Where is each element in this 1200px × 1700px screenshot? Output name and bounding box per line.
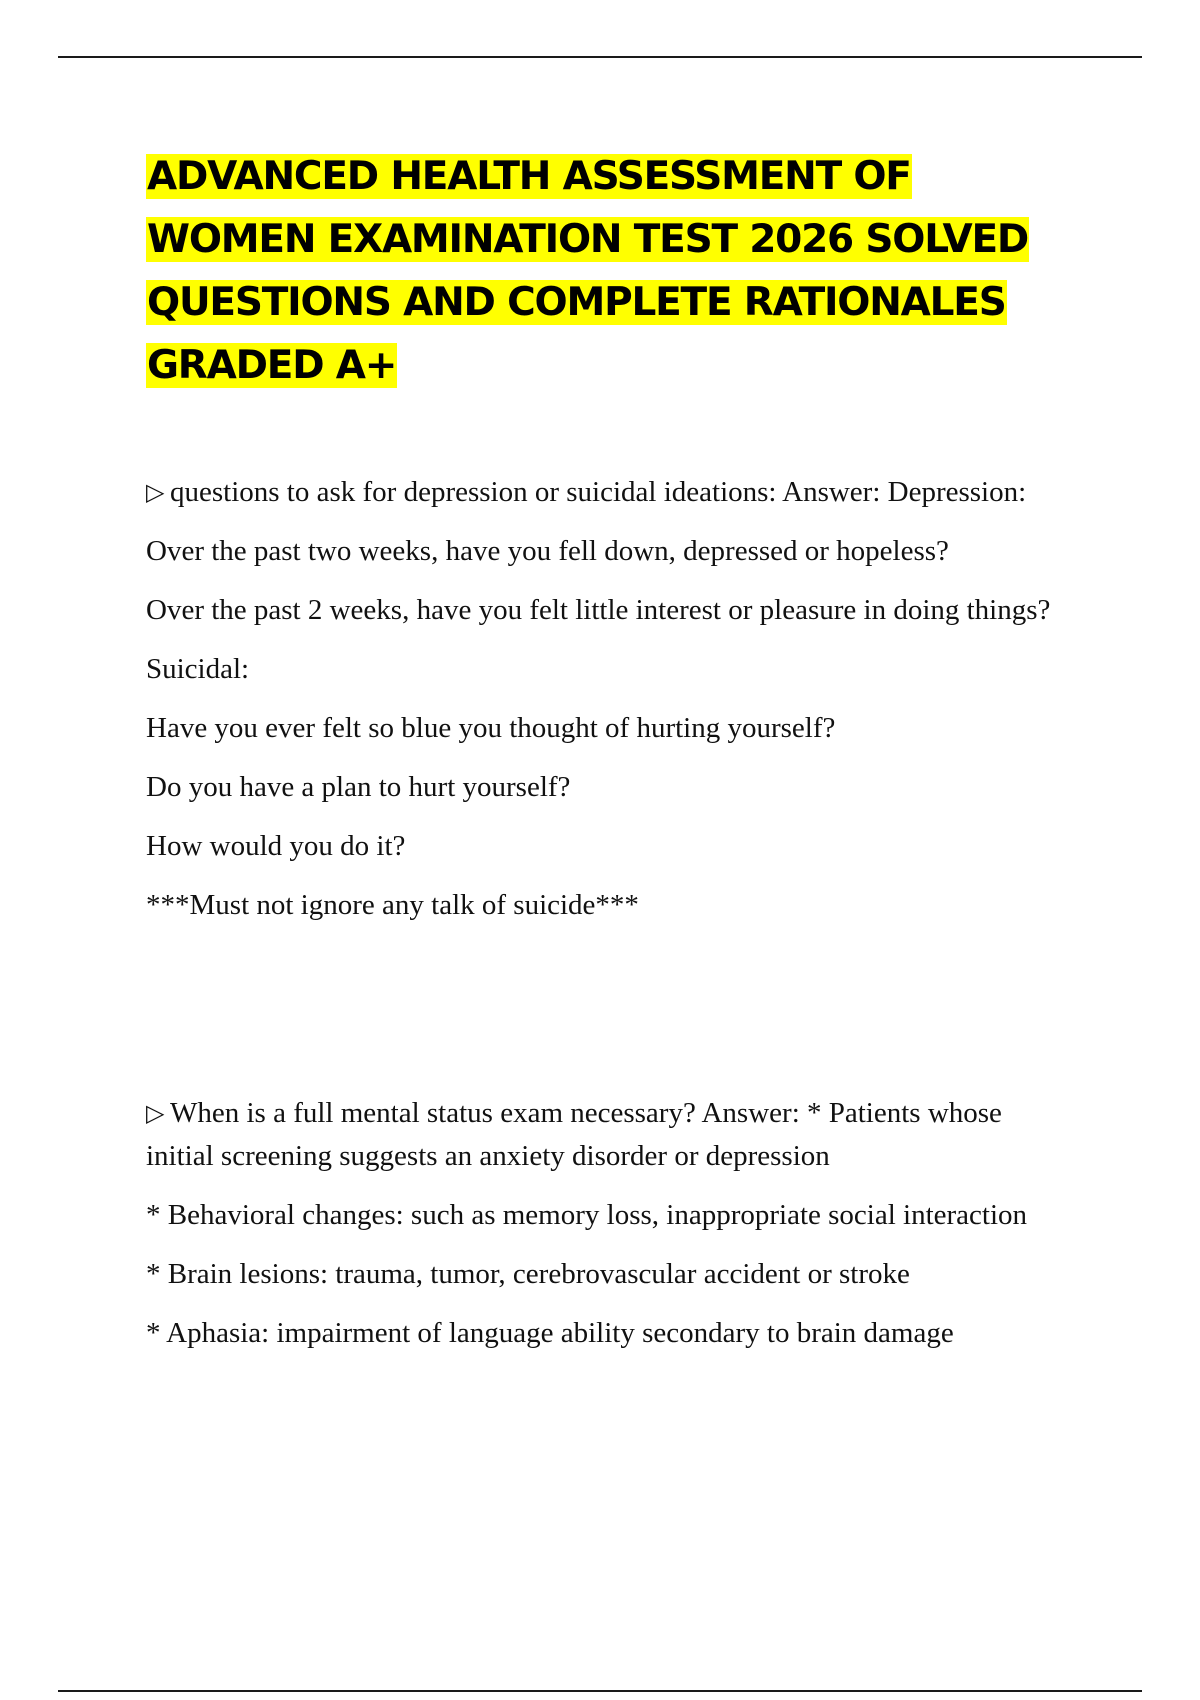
- question-paragraph: [146, 1092, 1076, 1178]
- question-text: questions to ask for depression or suicidal ideations: Answer: Depression:: [170, 476, 1027, 508]
- title-line-2: WOMEN EXAMINATION TEST 2026 SOLVED: [147, 217, 1029, 262]
- title-line-4: GRADED A+: [147, 343, 397, 388]
- title-line-1: ADVANCED HEALTH ASSESSMENT OF: [147, 154, 911, 199]
- answer-line: * Aphasia: impairment of language ability secondary to brain damage: [146, 1317, 954, 1349]
- triangle-right-outline-icon: ▷: [146, 478, 165, 506]
- answer-line: How would you do it?: [146, 830, 406, 862]
- answer-line: Do you have a plan to hurt yourself?: [146, 771, 571, 803]
- document-title: [146, 145, 1106, 397]
- question-paragraph: [146, 471, 1076, 514]
- triangle-right-outline-icon: ▷: [146, 1099, 165, 1127]
- answer-line: * Brain lesions: trauma, tumor, cerebrovascular accident or stroke: [146, 1258, 910, 1290]
- answer-line: * Behavioral changes: such as memory loss, inappropriate social interaction: [146, 1199, 1028, 1231]
- qa-section-mental-status: [146, 1092, 1076, 1371]
- qa-section-depression: [146, 471, 1076, 943]
- top-divider: [58, 56, 1142, 58]
- question-text: When is a full mental status exam necessary? Answer: * Patients whose initial screening suggests an anxiety disorder or depression: [146, 1097, 1002, 1172]
- answer-line: ***Must not ignore any talk of suicide***: [146, 889, 639, 921]
- answer-line: Have you ever felt so blue you thought of hurting yourself?: [146, 712, 836, 744]
- answer-line: Over the past 2 weeks, have you felt little interest or pleasure in doing things?: [146, 594, 1051, 626]
- answer-line: Suicidal:: [146, 653, 250, 685]
- title-line-3: QUESTIONS AND COMPLETE RATIONALES: [147, 280, 1006, 325]
- answer-line: Over the past two weeks, have you fell down, depressed or hopeless?: [146, 535, 949, 567]
- bottom-divider: [58, 1690, 1142, 1692]
